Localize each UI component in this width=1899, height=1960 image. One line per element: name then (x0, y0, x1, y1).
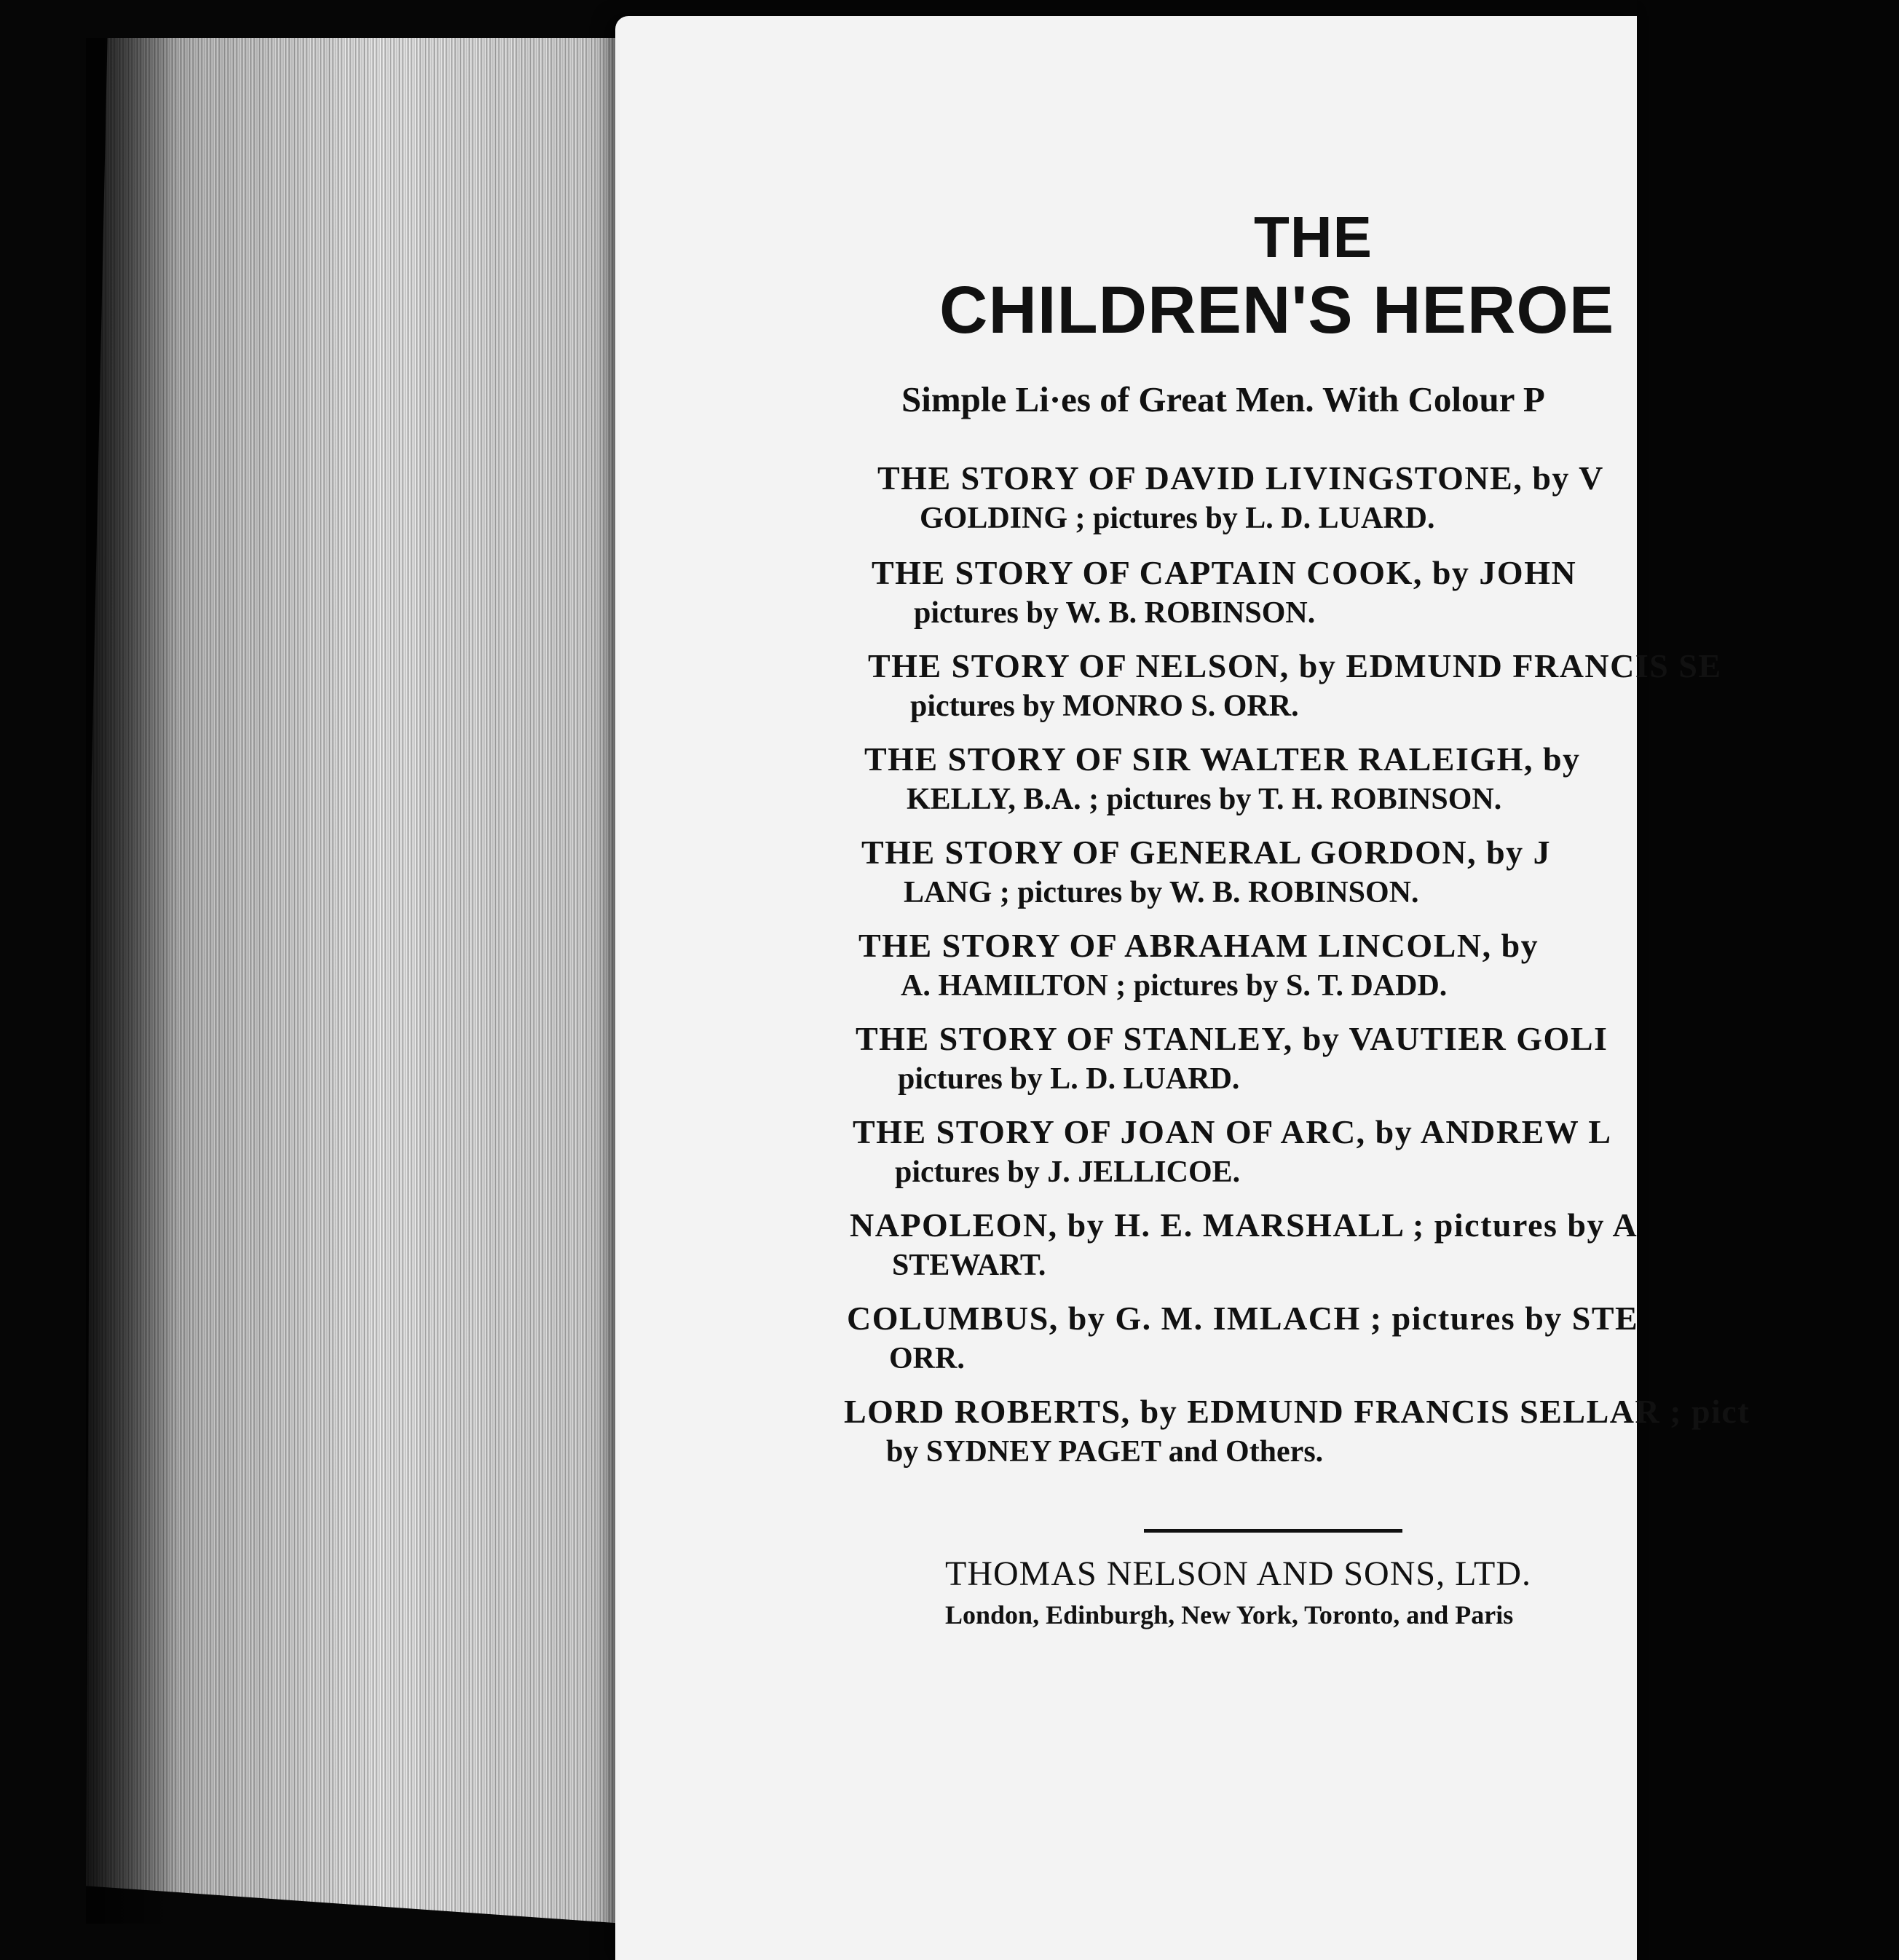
entry-title-line: THE STORY OF DAVID LIVINGSTONE, by V (877, 459, 1604, 497)
entry-credit-line: ORR. (889, 1342, 965, 1375)
divider-rule (1144, 1529, 1402, 1533)
entry-title-line: THE STORY OF NELSON, by EDMUND FRANCIS SE (868, 647, 1722, 684)
entry-credit-line: pictures by L. D. LUARD. (898, 1062, 1240, 1096)
entry-credit-line: LANG ; pictures by W. B. ROBINSON. (904, 876, 1419, 909)
entry-title-line: LORD ROBERTS, by EDMUND FRANCIS SELLAR ; pict (844, 1393, 1750, 1430)
entry-credit-line: GOLDING ; pictures by L. D. LUARD. (920, 502, 1435, 535)
entry-credit-line: STEWART. (892, 1249, 1046, 1282)
entry-title-line: THE STORY OF ABRAHAM LINCOLN, by (858, 927, 1539, 964)
subtitle: Simple Li·es of Great Men. With Colour P (901, 379, 1545, 419)
page-title: CHILDREN'S HEROE (939, 273, 1615, 347)
edge-shadow (86, 38, 173, 1924)
entry-credit-line: pictures by MONRO S. ORR. (910, 689, 1299, 723)
entry-credit-line: pictures by W. B. ROBINSON. (914, 596, 1316, 630)
entry-title-line: THE STORY OF JOAN OF ARC, by ANDREW L (853, 1113, 1612, 1150)
title-the: THE (1254, 205, 1373, 269)
entry-credit-line: by SYDNEY PAGET and Others. (886, 1435, 1324, 1469)
entry-title-line: THE STORY OF SIR WALTER RALEIGH, by (864, 740, 1581, 778)
publisher-name: THOMAS NELSON AND SONS, LTD. (945, 1554, 1531, 1593)
publisher-address: London, Edinburgh, New York, Toronto, and Paris (945, 1600, 1514, 1629)
entry-title-line: COLUMBUS, by G. M. IMLACH ; pictures by STE (847, 1300, 1639, 1337)
entry-credit-line: KELLY, B.A. ; pictures by T. H. ROBINSON. (907, 783, 1502, 816)
book-page (615, 16, 1750, 1960)
entry-title-line: NAPOLEON, by H. E. MARSHALL ; pictures by A (850, 1206, 1638, 1244)
entry-credit-line: pictures by J. JELLICOE. (895, 1155, 1241, 1189)
entry-title-line: THE STORY OF STANLEY, by VAUTIER GOLI (856, 1020, 1608, 1057)
entry-title-line: THE STORY OF CAPTAIN COOK, by JOHN (872, 554, 1577, 591)
entry-credit-line: A. HAMILTON ; pictures by S. T. DADD. (901, 969, 1448, 1003)
entry-title-line: THE STORY OF GENERAL GORDON, by J (861, 834, 1552, 871)
